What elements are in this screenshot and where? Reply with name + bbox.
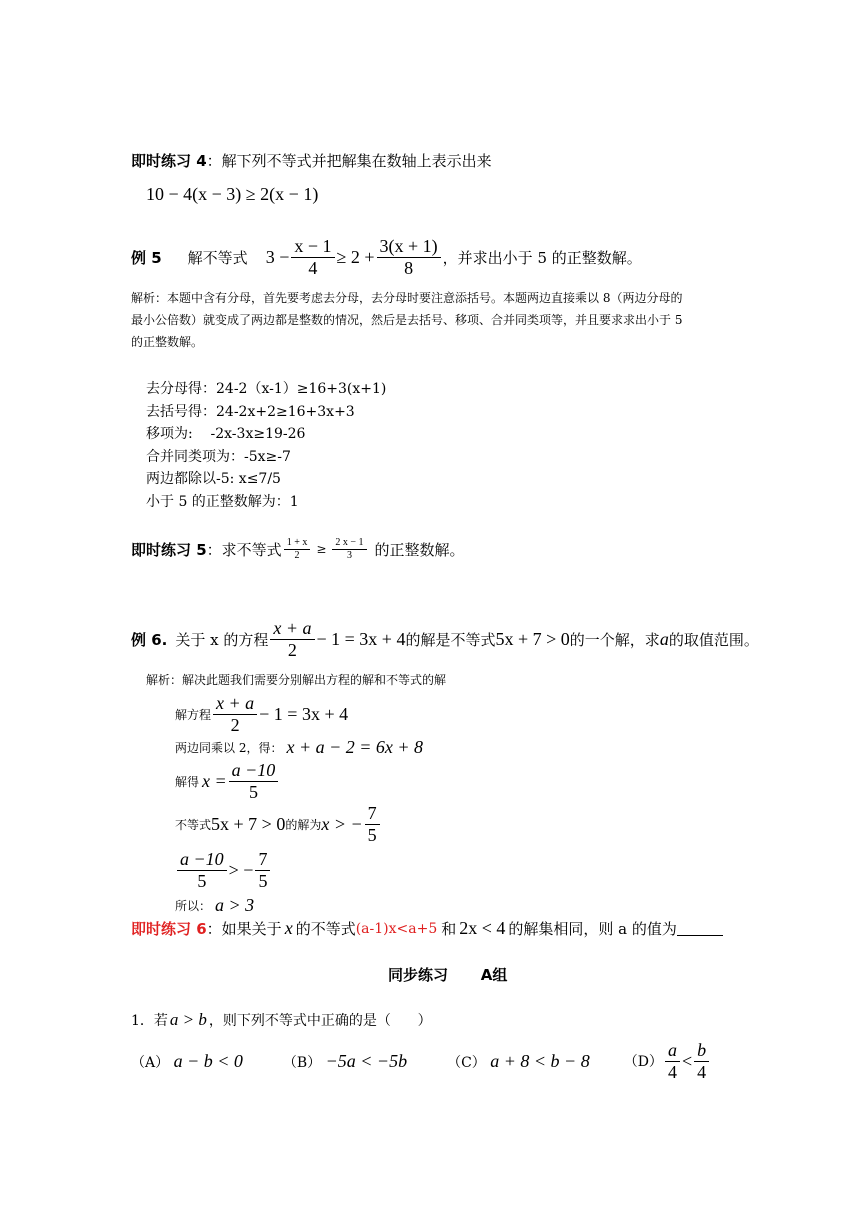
- example5-lhs-fraction: [291, 236, 334, 278]
- example6-step5: [175, 849, 272, 891]
- example6-step4-num: 7: [365, 803, 380, 825]
- example6-step5-fraction1: [177, 849, 227, 891]
- practice5-rel: ≥: [316, 542, 327, 556]
- example6-step3: [175, 760, 280, 802]
- example5-lhs-den: 4: [308, 257, 318, 278]
- example5-lhs-num: x − 1: [291, 236, 334, 258]
- example6-step4-lhs: x > −: [321, 813, 363, 834]
- example5-rel: ≥ 2 +: [336, 246, 375, 267]
- option-d-den1: 4: [667, 1061, 677, 1082]
- example5-step: 去括号得：24-2x+2≥16+3x+3: [146, 403, 355, 420]
- option-c-label: （C）: [447, 1054, 486, 1071]
- example5-step: 小于 5 的正整数解为：1: [146, 493, 299, 510]
- practice6-ineq2: 2x < 4: [459, 918, 506, 938]
- example6-step2-label: 两边同乘以 2，得：: [175, 741, 283, 755]
- practice6-text4: 的解集相同，则 a 的值为: [508, 920, 677, 938]
- practice5-label: 即时练习 5: [131, 540, 207, 559]
- example6-step4: [175, 803, 382, 845]
- example6-text3: 的一个解，求: [569, 630, 660, 649]
- example6-eq-den: 2: [287, 639, 297, 660]
- example6-text2: 的解是不等式: [405, 630, 496, 649]
- example6-step1-rest: − 1 = 3x + 4: [259, 703, 349, 724]
- example6-step3-fraction: [229, 760, 279, 802]
- example6-step5-fraction2: [255, 849, 270, 891]
- example5-suffix: ，并求出小于 5 的正整数解。: [442, 248, 642, 267]
- option-c-expr: a + 8 < b − 8: [490, 1050, 590, 1071]
- option-b-label: （B）: [282, 1054, 322, 1071]
- example6-step6-label: 所以：: [175, 899, 212, 913]
- example6-step5-den1: 5: [197, 870, 207, 891]
- example6-text4: 的取值范围。: [668, 630, 759, 649]
- practice4-label: 即时练习 4: [131, 152, 207, 170]
- practice6-label: 即时练习 6: [131, 920, 207, 938]
- example6-step4-ineq: 5x + 7 > 0: [211, 813, 286, 834]
- section-group: A组: [480, 966, 508, 984]
- example6-eq-fraction: [270, 618, 314, 660]
- practice5-lhs-den: 2: [294, 549, 300, 561]
- practice4-line: [131, 150, 492, 171]
- example6-step3-num: a −10: [229, 760, 279, 782]
- practice6-ineq1: (a-1)x<a+5: [355, 920, 438, 937]
- example6-step3-den: 5: [248, 781, 258, 802]
- option-a[interactable]: [131, 1051, 243, 1072]
- question1-stem: [131, 1010, 432, 1030]
- example6-step3-label: 解得: [175, 774, 200, 789]
- example6-step6: [175, 895, 254, 916]
- option-a-expr: a − b < 0: [173, 1050, 243, 1071]
- example6-step5-den2: 5: [258, 870, 268, 891]
- option-d-num2: b: [694, 1040, 709, 1062]
- practice5-rhs-fraction: [332, 537, 366, 561]
- example6-step5-num1: a −10: [177, 849, 227, 871]
- option-b-expr: −5a < −5b: [325, 1050, 408, 1071]
- example6-text1: 关于 x 的方程: [175, 630, 269, 649]
- example6-step1-fraction: [213, 693, 257, 735]
- example6-var: a: [659, 628, 669, 649]
- example5-steps: [146, 378, 386, 513]
- example6-line: [131, 618, 759, 660]
- question1-stem-prefix: 1．若: [131, 1013, 168, 1029]
- example6-step4-den: 5: [367, 824, 377, 845]
- example6-step4-fraction: [365, 803, 380, 845]
- example6-step4-label2: 的解为: [285, 817, 322, 832]
- option-d-rel: <: [681, 1050, 693, 1071]
- option-d-fraction2: [694, 1040, 709, 1082]
- example5-rhs-num: 3(x + 1): [377, 236, 441, 258]
- example6-step5-rel: > −: [228, 859, 254, 880]
- example6-eq-rest: − 1 = 3x + 4: [316, 628, 406, 649]
- example5-analysis-1: 解析：本题中含有分母，首先要考虑去分母，去分母时要注意添括号。本题两边直接乘以 8（两边分母的: [131, 291, 683, 305]
- example5-analysis-2: 最小公倍数）就变成了两边都是整数的情况，然后是去括号、移项、合并同类项等，并且要求求出小于 5: [131, 313, 683, 327]
- example6-step5-num2: 7: [255, 849, 270, 871]
- practice6-var: x: [284, 918, 293, 938]
- example6-step6-expr: a > 3: [215, 895, 255, 915]
- practice5-rhs-num: 2 x − 1: [332, 537, 366, 550]
- example6-step2: [175, 737, 423, 758]
- question1-stem-cond: a > b: [169, 1010, 207, 1029]
- option-a-label: （A）: [131, 1054, 170, 1071]
- example6-step1-den: 2: [230, 714, 240, 735]
- question1-options: [131, 1040, 711, 1082]
- option-d-den2: 4: [697, 1061, 707, 1082]
- example5-line: [131, 236, 642, 278]
- practice4-text: ：解下列不等式并把解集在数轴上表示出来: [206, 152, 492, 170]
- practice6-text2: 的不等式: [295, 920, 356, 938]
- example6-step3-lhs: x =: [202, 770, 227, 791]
- option-d[interactable]: [624, 1040, 711, 1082]
- option-d-fraction1: [665, 1040, 680, 1082]
- example6-ineq: 5x + 7 > 0: [495, 628, 570, 649]
- practice4-inequality: 10 − 4(x − 3) ≥ 2(x − 1): [146, 184, 319, 204]
- example6-step4-label1: 不等式: [175, 817, 212, 832]
- example5-rhs-den: 8: [404, 257, 414, 278]
- example5-lhs-int: 3 −: [265, 246, 290, 267]
- option-c[interactable]: [447, 1051, 590, 1072]
- option-b[interactable]: [283, 1051, 407, 1072]
- example6-eq-num: x + a: [270, 618, 314, 640]
- example5-prefix: 解不等式: [187, 248, 248, 267]
- example5-step: 移项为: -2x-3x≥19-26: [146, 426, 306, 442]
- example6-analysis: 解析：解决此题我们需要分别解出方程的解和不等式的解: [146, 673, 447, 687]
- example6-label: 例 6.: [131, 630, 168, 649]
- example5-step: 两边都除以-5: x≤7/5: [146, 471, 281, 487]
- practice5-line: [131, 537, 465, 561]
- practice5-suffix: 的正整数解。: [374, 540, 465, 559]
- option-d-num1: a: [665, 1040, 680, 1062]
- option-d-label: （D）: [623, 1054, 663, 1071]
- example5-analysis-3: 的正整数解。: [131, 335, 204, 349]
- section-heading: [388, 964, 507, 985]
- practice5-lhs-fraction: [284, 537, 311, 561]
- example5-rhs-fraction: [377, 236, 441, 278]
- practice5-lhs-num: 1 + x: [284, 537, 311, 550]
- practice5-rhs-den: 3: [346, 549, 352, 561]
- practice6-line: [131, 918, 723, 939]
- practice6-text1: ：如果关于: [206, 920, 282, 938]
- example6-step1-label: 解方程: [175, 707, 212, 722]
- example6-step2-expr: x + a − 2 = 6x + 8: [286, 737, 424, 757]
- practice6-text3: 和: [441, 920, 457, 938]
- question1-stem-suffix: ，则下列不等式中正确的是（ ）: [208, 1013, 432, 1029]
- example5-label: 例 5: [131, 248, 162, 267]
- practice5-prefix: ：求不等式: [206, 540, 282, 559]
- section-title: 同步练习: [388, 966, 449, 984]
- example5-step: 去分母得：24-2（x-1）≥16+3(x+1): [146, 381, 387, 397]
- example6-step1-num: x + a: [213, 693, 257, 715]
- example6-step1: [175, 693, 348, 735]
- answer-blank[interactable]: [677, 921, 723, 936]
- example5-step: 合并同类项为：-5x≥-7: [146, 448, 291, 465]
